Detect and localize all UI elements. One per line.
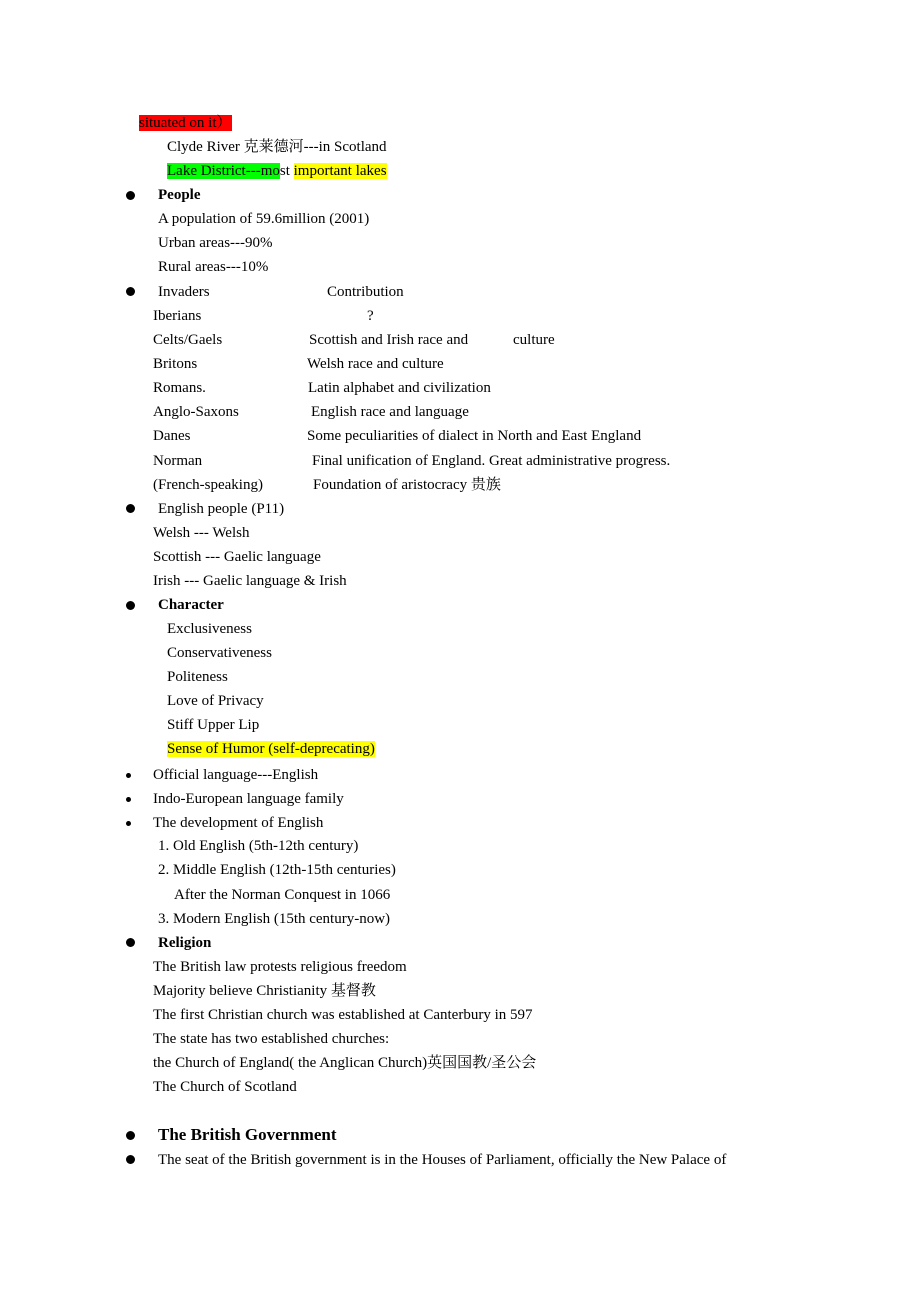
bullet-icon bbox=[126, 821, 131, 826]
invader-contribution: Some peculiarities of dialect in North and East England bbox=[307, 428, 642, 444]
government-seat-line: The seat of the British government is in the Houses of Parliament, officially the New Palace of bbox=[158, 1152, 727, 1168]
invader-name: Britons bbox=[153, 356, 198, 372]
people-heading: People bbox=[158, 187, 201, 203]
religion-heading: Religion bbox=[158, 935, 212, 951]
situated-line: situated on it） bbox=[139, 115, 232, 131]
invader-name: Anglo-Saxons bbox=[153, 404, 239, 420]
language-stage: 2. Middle English (12th-15th centuries) bbox=[158, 862, 396, 878]
bullet-icon bbox=[126, 938, 135, 947]
rural-line: Rural areas---10% bbox=[158, 259, 269, 275]
religion-item: The Church of Scotland bbox=[153, 1079, 297, 1095]
language-stage: 3. Modern English (15th century-now) bbox=[158, 911, 391, 927]
bullet-icon bbox=[126, 1131, 135, 1140]
religion-item: The first Christian church was established at Canterbury in 597 bbox=[153, 1007, 533, 1023]
invader-name: Romans. bbox=[153, 380, 206, 396]
invader-contribution: ? bbox=[367, 308, 374, 324]
invader-name: Danes bbox=[153, 428, 191, 444]
invader-name: Norman bbox=[153, 453, 203, 469]
invader-contribution: Welsh race and culture bbox=[307, 356, 444, 372]
character-item: Exclusiveness bbox=[167, 621, 252, 637]
english-people-item: Welsh --- Welsh bbox=[153, 525, 250, 541]
population-line: A population of 59.6million (2001) bbox=[158, 211, 370, 227]
bullet-icon bbox=[126, 797, 131, 802]
bullet-icon bbox=[126, 504, 135, 513]
invaders-header: Invaders bbox=[158, 284, 210, 300]
development-line: The development of English bbox=[153, 815, 324, 831]
invader-contribution: Scottish and Irish race and bbox=[309, 332, 469, 348]
character-item: Conservativeness bbox=[167, 645, 272, 661]
language-stage: 1. Old English (5th-12th century) bbox=[158, 838, 359, 854]
government-heading: The British Government bbox=[158, 1125, 337, 1144]
english-people-item: Scottish --- Gaelic language bbox=[153, 549, 321, 565]
religion-item: the Church of England( the Anglican Church)英国国教/圣公会 bbox=[153, 1055, 537, 1071]
religion-item: The state has two established churches: bbox=[153, 1031, 390, 1047]
invader-contribution: Latin alphabet and civilization bbox=[308, 380, 491, 396]
official-language-line: Official language---English bbox=[153, 767, 319, 783]
invader-name: Celts/Gaels bbox=[153, 332, 223, 348]
lake-district-line: Lake District---most important lakes bbox=[167, 163, 387, 179]
character-item-humor: Sense of Humor (self-deprecating) bbox=[167, 741, 375, 757]
language-family-line: Indo-European language family bbox=[153, 791, 344, 807]
invader-contribution-extra: culture bbox=[513, 332, 555, 348]
english-people-item: Irish --- Gaelic language & Irish bbox=[153, 573, 347, 589]
bullet-icon bbox=[126, 601, 135, 610]
religion-item: The British law protests religious freedom bbox=[153, 959, 407, 975]
bullet-icon bbox=[126, 773, 131, 778]
clyde-river-line: Clyde River 克莱德河---in Scotland bbox=[167, 139, 387, 155]
religion-item: Majority believe Christianity 基督教 bbox=[153, 983, 376, 999]
bullet-icon bbox=[126, 191, 135, 200]
english-people-heading: English people (P11) bbox=[158, 501, 285, 517]
invader-contribution: English race and language bbox=[311, 404, 469, 420]
urban-line: Urban areas---90% bbox=[158, 235, 273, 251]
bullet-icon bbox=[126, 287, 135, 296]
invader-contribution: Final unification of England. Great administrative progress. bbox=[312, 453, 671, 469]
contribution-header: Contribution bbox=[327, 284, 404, 300]
character-item: Love of Privacy bbox=[167, 693, 264, 709]
bullet-icon bbox=[126, 1155, 135, 1164]
character-item: Stiff Upper Lip bbox=[167, 717, 260, 733]
invader-name: (French-speaking) bbox=[153, 477, 263, 493]
invader-name: Iberians bbox=[153, 308, 202, 324]
character-heading: Character bbox=[158, 597, 224, 613]
invader-contribution: Foundation of aristocracy 贵族 bbox=[313, 477, 501, 493]
character-item: Politeness bbox=[167, 669, 228, 685]
language-stage-note: After the Norman Conquest in 1066 bbox=[174, 887, 391, 903]
